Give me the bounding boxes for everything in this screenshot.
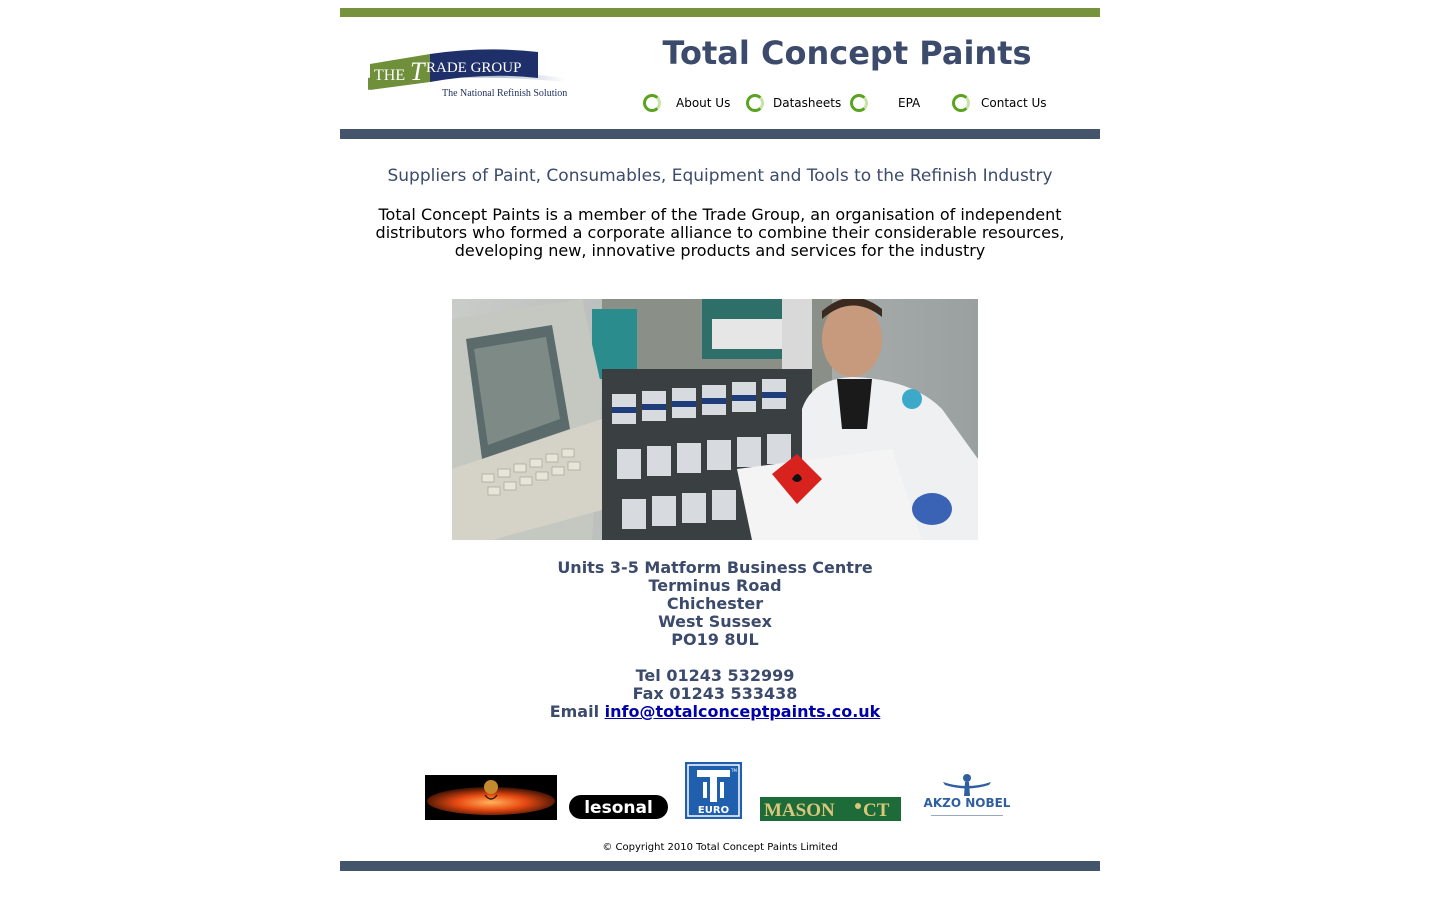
address-line: Chichester [666, 594, 764, 613]
address-line: Units 3-5 Matform Business Centre [557, 558, 873, 577]
euro-trademark: TM [731, 768, 737, 773]
contact-block [440, 667, 990, 721]
copyright-text: © Copyright 2010 Total Concept Paints Limited [602, 842, 838, 853]
top-green-bar [340, 8, 1100, 17]
mason-ct-wordmark: CT [863, 800, 890, 821]
nav-label[interactable]: About Us [676, 96, 731, 110]
mason-wordmark: MASON [764, 800, 835, 821]
telephone: Tel 01243 532999 [635, 666, 795, 685]
nav-item-datasheets[interactable] [746, 92, 841, 114]
euro-logo[interactable] [685, 762, 742, 819]
site-title: Total Concept Paints [662, 34, 1032, 72]
address-block [440, 559, 990, 649]
address-line: Terminus Road [648, 576, 782, 595]
lesonal-wordmark: lesonal [584, 798, 653, 818]
tagline: Suppliers of Paint, Consumables, Equipment and Tools to the Refinish Industry [387, 166, 1053, 186]
nav-label[interactable]: Datasheets [773, 96, 842, 110]
mason-ct-logo[interactable] [760, 797, 901, 821]
header-divider-bar [340, 129, 1100, 139]
logo-t: T [410, 57, 425, 86]
intro-paragraph: Total Concept Paints is a member of the Trade Group, an organisation of independent distributors who formed a corporate alliance to combine their considerable resources, developing new, innovative products and services for the industry [375, 205, 1065, 260]
logo-trade-group: RADE GROUP [426, 60, 522, 76]
nav-label[interactable]: Contact Us [981, 96, 1047, 110]
paint-mixing-photo [452, 299, 978, 540]
akzo-nobel-wordmark: AKZO NOBEL [923, 796, 1011, 810]
fax: Fax 01243 533438 [632, 684, 798, 703]
green-ring-icon [643, 94, 661, 112]
nav-item-contact-us[interactable] [952, 92, 1047, 114]
email-label: Email [549, 702, 600, 721]
logo-the: THE [374, 67, 406, 84]
akzo-nobel-logo[interactable] [923, 770, 1011, 820]
spies-hecker-logo[interactable] [425, 775, 557, 820]
green-ring-icon [850, 94, 868, 112]
euro-wordmark: EURO [697, 805, 730, 816]
address-line: West Sussex [658, 612, 772, 631]
address-line: PO19 8UL [671, 630, 759, 649]
lesonal-logo[interactable] [569, 793, 668, 821]
nav-item-about-us[interactable] [643, 92, 730, 114]
green-ring-icon [952, 94, 970, 112]
email-row [440, 703, 990, 721]
footer-divider-bar [340, 861, 1100, 871]
green-ring-icon [746, 94, 764, 112]
logo-subtitle: The National Refinish Solution [442, 88, 568, 99]
nav-label[interactable]: EPA [898, 96, 921, 110]
email-link[interactable]: info@totalconceptpaints.co.uk [604, 702, 881, 721]
nav-item-epa[interactable] [850, 92, 920, 114]
